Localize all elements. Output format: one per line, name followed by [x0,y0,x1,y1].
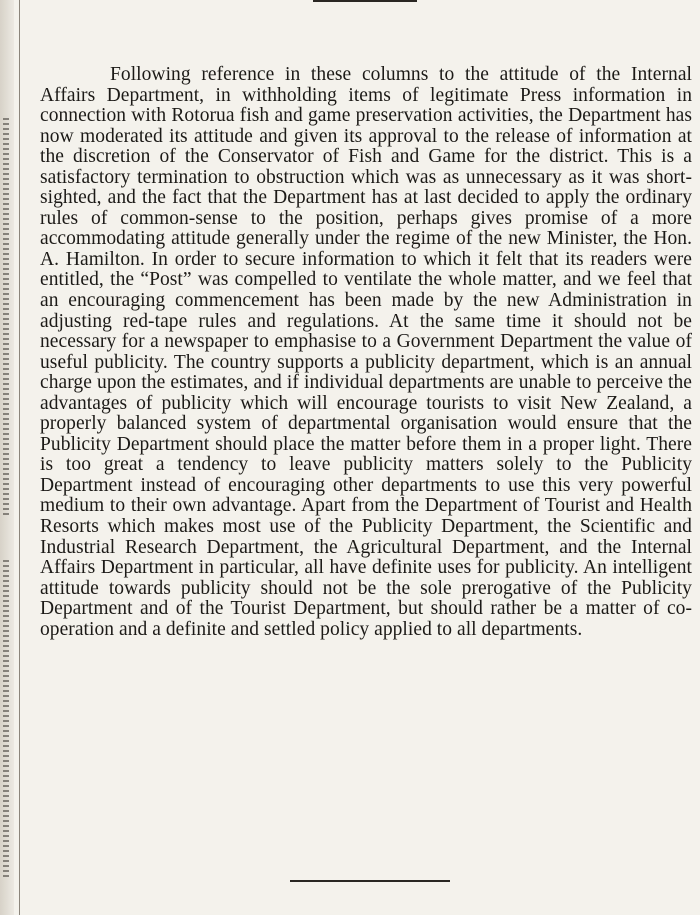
bottom-separator-rule [290,880,450,882]
editorial-paragraph: Following reference in these columns to the attitude of the Internal Affairs Department, in withholding items of legitimate Press information in connection with Rotorua fish and game preservation activities, the Department has now moderated its attitude and given its approval to the release of information at the discretion of the Conservator of Fish and Game for the district. This is a satisfactory termination to obstruction which was as unnecessary as it was short-sighted, and the fact that the Department has at last decided to apply the ordinary rules of common-sense to the position, perhaps gives promise of a more accommodating attitude generally under the regime of the new Minister, the Hon. A. Hamilton. In order to secure information to which it felt that its readers were entitled, the “Post” was compelled to ventilate the whole matter, and we feel that an encouraging commencement has been made by the new Administration in adjusting red-tape rules and regulations. At the same time it should not be necessary for a newspaper to emphasise to a Government Department the value of useful publicity. The country supports a publicity department, which is an annual charge upon the estimates, and if individual departments are unable to perceive the advantages of publicity which will encourage tourists to visit New Zealand, a properly balanced system of departmental organisation would ensure that the Publicity Department should place the matter before them in a proper light. There is too great a tendency to leave publicity matters solely to the Publicity Department instead of encouraging other departments to use this very powerful medium to their own advantage. Apart from the Department of Tourist and Health Resorts which makes most use of the Publicity Department, the Scientific and Industrial Research Department, the Agricultural Department, and the Internal Affairs Department in particular, all have definite uses for publicity. An intelligent attitude towards publicity should not be the sole prerogative of the Publicity Department and of the Tourist Department, but should rather be a matter of co-operation and a definite and settled policy applied to all departments. [40,64,692,640]
column-divider-rule [19,0,20,915]
adjacent-column-edge [0,0,14,915]
adjacent-column-text-fragment [3,560,9,880]
adjacent-column-text-fragment [3,118,9,518]
top-separator-rule [313,0,417,2]
